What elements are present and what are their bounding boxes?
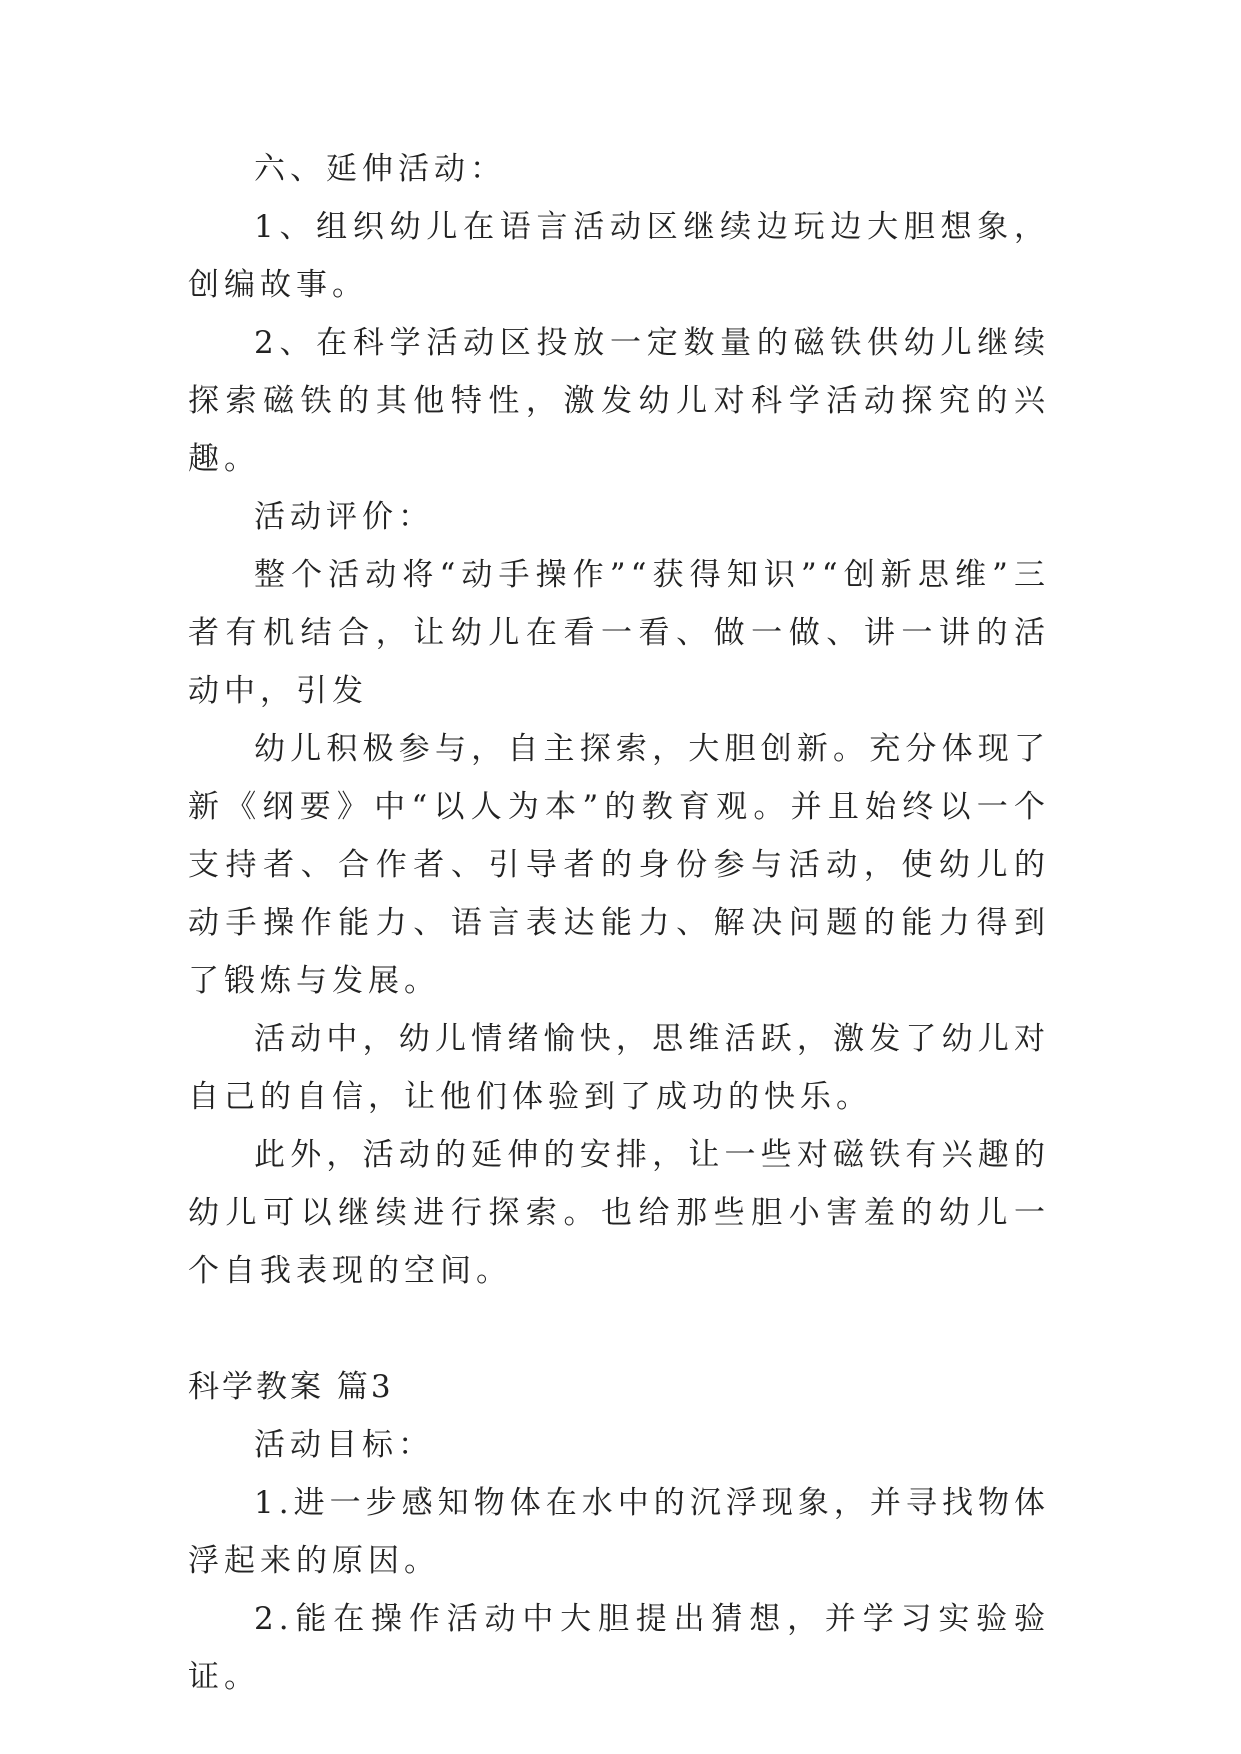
extension-item-1: 1、组织幼儿在语言活动区继续边玩边大胆想象，创编故事。 [188, 209, 1050, 303]
evaluation-paragraph-3: 活动中，幼儿情绪愉快，思维活跃，激发了幼儿对自己的自信，让他们体验到了成功的快乐。 [188, 1021, 1050, 1115]
section-spacer [188, 1300, 1050, 1358]
document-body [188, 140, 1050, 1706]
lesson-title: 科学教案 篇3 [188, 1369, 394, 1405]
goal-item-1: 1.进一步感知物体在水中的沉浮现象，并寻找物体浮起来的原因。 [188, 1485, 1050, 1579]
evaluation-paragraph-1: 整个活动将“动手操作”“获得知识”“创新思维”三者有机结合，让幼儿在看一看、做一做、讲一讲的活动中，引发 [188, 557, 1050, 709]
goal-item-2: 2.能在操作活动中大胆提出猜想，并学习实验验证。 [188, 1601, 1050, 1695]
section-heading-evaluation: 活动评价： [254, 499, 434, 535]
section-heading-extension: 六、延伸活动： [254, 151, 506, 187]
evaluation-paragraph-4: 此外，活动的延伸的安排，让一些对磁铁有兴趣的幼儿可以继续进行探索。也给那些胆小害羞的幼儿一个自我表现的空间。 [188, 1137, 1050, 1289]
extension-item-2: 2、在科学活动区投放一定数量的磁铁供幼儿继续探索磁铁的其他特性，激发幼儿对科学活动探究的兴趣。 [188, 325, 1050, 477]
section-heading-goals: 活动目标： [254, 1427, 434, 1463]
evaluation-paragraph-2: 幼儿积极参与，自主探索，大胆创新。充分体现了新《纲要》中“以人为本”的教育观。并且始终以一个支持者、合作者、引导者的身份参与活动，使幼儿的动手操作能力、语言表达能力、解决问题的能力得到了锻炼与发展。 [188, 731, 1050, 999]
